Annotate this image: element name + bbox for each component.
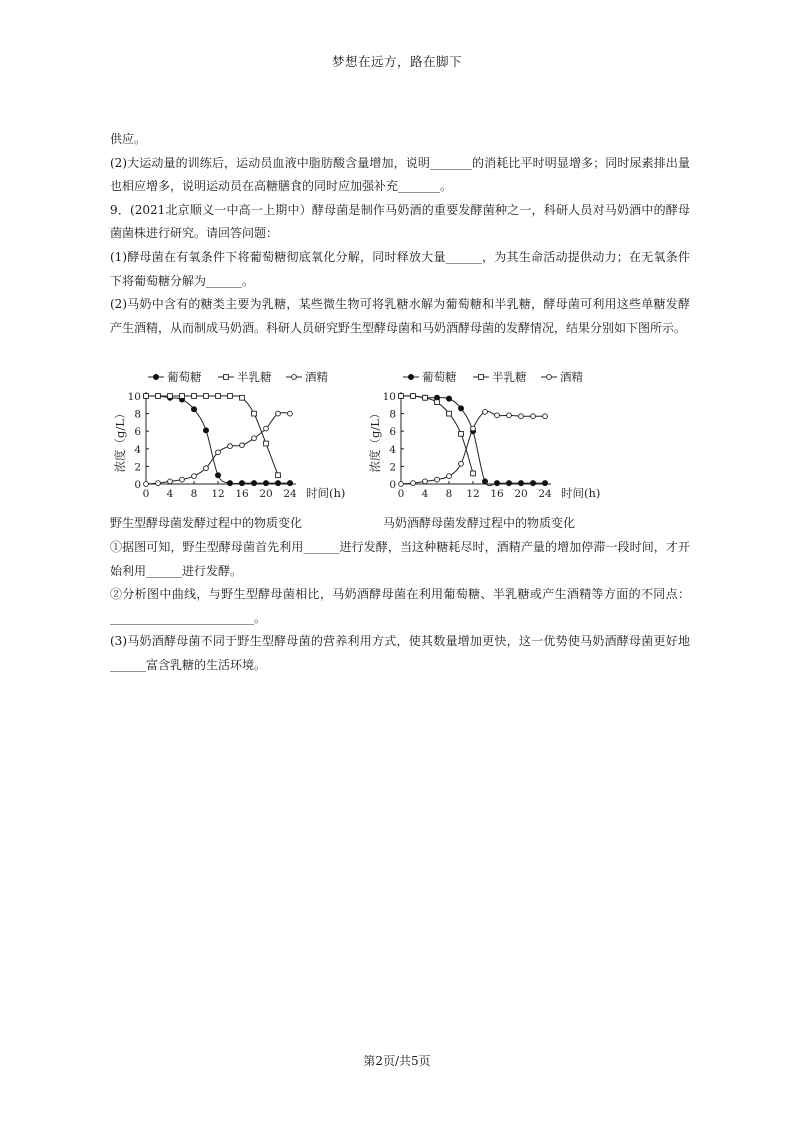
paragraph-q9-2: (2)马奶中含有的糖类主要为乳糖，某些微生物可将乳糖水解为葡萄糖和半乳糖，酵母菌可利用这些单糖发酵产生酒精，从而制成马奶酒。科研人员研究野生型酵母菌和马奶酒酵母菌的发酵情况，结果分别如下图所示。 <box>110 297 690 335</box>
x-tick-label-3: 12 <box>466 488 480 500</box>
y-tick-label-5: 10 <box>382 391 396 403</box>
series-1-point-2 <box>423 395 428 400</box>
paragraph-q9-1: (1)酵母菌在有氧条件下将葡萄糖彻底氧化分解，同时释放大量______，为其生命活动提供动力；在无氧条件下将葡萄糖分解为______。 <box>110 249 690 288</box>
series-0-point-10 <box>263 481 268 486</box>
legend-label-2: 酒精 <box>305 370 328 384</box>
series-2-point-1 <box>411 481 416 486</box>
series-1-point-0 <box>144 394 149 399</box>
series-1-point-8 <box>240 395 245 400</box>
series-2-point-2 <box>423 479 428 484</box>
series-0-point-5 <box>458 406 463 411</box>
series-1-point-4 <box>447 411 452 416</box>
series-2-point-4 <box>447 474 452 479</box>
x-tick-label-3: 12 <box>211 488 225 500</box>
series-0-point-5 <box>203 428 208 433</box>
series-2-point-12 <box>288 411 293 416</box>
y-axis-label: 浓度（g/L） <box>113 407 127 473</box>
series-0-point-4 <box>446 396 451 401</box>
series-0-point-11 <box>275 481 280 486</box>
legend-marker-1 <box>479 375 484 380</box>
y-tick-label-2: 4 <box>134 443 141 456</box>
legend-label-0: 葡萄糖 <box>422 370 457 384</box>
series-0-point-9 <box>251 481 256 486</box>
legend-marker-2 <box>547 375 552 380</box>
chart-koumiss-yeast-svg <box>365 364 605 514</box>
series-2-point-8 <box>240 443 245 448</box>
legend-marker-0 <box>408 374 413 379</box>
series-0-point-8 <box>494 481 499 486</box>
series-1-point-5 <box>204 394 209 399</box>
paragraph-q9-3: (3)马奶酒酵母菌不同于野生型酵母菌的营养利用方式，使其数量增加更快，这一优势使马奶酒酵母菌更好地______富含乳糖的生活环境。 <box>110 634 690 672</box>
series-0-point-7 <box>482 479 487 484</box>
chart-wild-yeast-caption: 野生型酵母菌发酵过程中的物质变化 <box>110 516 303 530</box>
series-1-point-7 <box>228 394 233 399</box>
series-2-point-3 <box>180 477 185 482</box>
series-1-point-6 <box>216 394 221 399</box>
x-tick-label-4: 16 <box>490 488 504 500</box>
series-1-point-4 <box>192 394 197 399</box>
series-1-point-1 <box>156 394 161 399</box>
series-1-point-6 <box>471 471 476 476</box>
y-tick-label-4: 8 <box>389 408 396 421</box>
series-1-point-3 <box>180 394 185 399</box>
chart-wild-yeast-svg <box>110 364 350 514</box>
series-2-point-11 <box>531 414 536 419</box>
legend-label-0: 葡萄糖 <box>167 370 202 384</box>
series-0-point-11 <box>530 481 535 486</box>
series-2-point-7 <box>483 409 488 414</box>
series-2-point-4 <box>192 474 197 479</box>
x-tick-label-0: 0 <box>142 488 150 500</box>
x-axis-label: 时间(h) <box>306 486 346 500</box>
series-2-point-5 <box>204 466 209 471</box>
series-0-point-12 <box>287 481 292 486</box>
y-tick-label-1: 2 <box>389 461 396 474</box>
x-tick-label-1: 4 <box>421 488 429 500</box>
x-tick-label-1: 4 <box>166 488 174 500</box>
y-tick-label-4: 8 <box>134 408 141 421</box>
x-tick-label-4: 16 <box>235 488 249 500</box>
series-0-point-8 <box>239 481 244 486</box>
series-0-point-4 <box>191 407 196 412</box>
y-tick-label-0: 0 <box>389 479 396 491</box>
legend-label-1: 半乳糖 <box>237 370 272 384</box>
y-axis-label: 浓度（g/L） <box>368 407 382 473</box>
y-tick-label-0: 0 <box>134 479 141 491</box>
series-2-point-9 <box>252 436 257 441</box>
x-tick-label-0: 0 <box>397 488 405 500</box>
series-1-point-11 <box>276 473 281 478</box>
figure-row <box>110 364 710 534</box>
x-tick-label-6: 24 <box>283 488 297 500</box>
series-2-point-1 <box>156 481 161 486</box>
series-1-point-10 <box>264 441 269 446</box>
legend-label-1: 半乳糖 <box>492 370 527 384</box>
series-2-point-12 <box>543 414 548 419</box>
question-text-bottom <box>110 536 690 678</box>
x-tick-label-2: 8 <box>190 488 198 500</box>
y-tick-label-5: 10 <box>127 391 141 403</box>
y-tick-label-3: 6 <box>389 426 396 439</box>
chart-wild-yeast <box>110 364 350 518</box>
series-1-point-5 <box>459 431 464 436</box>
y-tick-label-3: 6 <box>134 426 141 439</box>
series-2-point-2 <box>168 479 173 484</box>
paragraph-supply: 供应。 <box>110 132 147 146</box>
chart-koumiss-yeast-caption: 马奶酒酵母菌发酵过程中的物质变化 <box>383 516 576 530</box>
series-line-0 <box>146 396 290 484</box>
series-1-point-0 <box>399 394 404 399</box>
y-tick-label-1: 2 <box>134 461 141 474</box>
series-0-point-9 <box>506 481 511 486</box>
paragraph-q2-exercise: (2)大运动量的训练后，运动员血液中脂肪酸含量增加，说明_______的消耗比平时明显增多；同时尿素排出量也相应增多，说明运动员在高糖膳食的同时应加强补充_______。 <box>110 155 690 194</box>
x-axis-label: 时间(h) <box>561 486 601 500</box>
x-tick-label-5: 20 <box>514 488 528 500</box>
series-0-point-7 <box>227 481 232 486</box>
x-tick-label-5: 20 <box>259 488 273 500</box>
paragraph-q9-intro: 9．(2021北京顺义一中高一上期中）酵母菌是制作马奶酒的重要发酵菌种之一，科研人员对马奶酒中的酵母菌菌株进行研究。请回答问题： <box>110 202 690 241</box>
series-2-point-11 <box>276 411 281 416</box>
series-1-point-3 <box>435 400 440 405</box>
chart-koumiss-yeast <box>365 364 605 518</box>
series-2-point-6 <box>216 450 221 455</box>
series-2-point-8 <box>495 413 500 418</box>
series-2-point-7 <box>228 444 233 449</box>
series-0-point-6 <box>215 473 220 478</box>
series-2-point-9 <box>507 413 512 418</box>
x-tick-label-2: 8 <box>445 488 453 500</box>
series-0-point-10 <box>518 481 523 486</box>
series-1-point-2 <box>168 394 173 399</box>
series-2-point-0 <box>399 482 404 487</box>
x-tick-label-6: 24 <box>538 488 552 500</box>
legend-marker-1 <box>224 375 229 380</box>
series-2-point-6 <box>471 426 476 431</box>
question-text-top <box>110 128 690 340</box>
legend-label-2: 酒精 <box>560 370 583 384</box>
series-2-point-10 <box>264 426 269 431</box>
legend-marker-2 <box>292 375 297 380</box>
page-footer: 第2页/共5页 <box>363 1054 431 1068</box>
series-0-point-12 <box>542 481 547 486</box>
series-2-point-3 <box>435 477 440 482</box>
series-2-point-10 <box>519 414 524 419</box>
paragraph-q9-2-1: ①据图可知，野生型酵母菌首先利用______进行发酵，当这种糖耗尽时，酒精产量的增加停滞一段时间，才开始利用______进行发酵。 <box>110 540 690 578</box>
paragraph-q9-2-2: ②分析图中曲线，与野生型酵母菌相比，马奶酒酵母菌在利用葡萄糖、半乳糖或产生酒精等方面的不同点：________________________。 <box>110 587 690 625</box>
y-tick-label-2: 4 <box>389 443 396 456</box>
series-2-point-5 <box>459 461 464 466</box>
page-header: 梦想在远方，路在脚下 <box>331 54 462 69</box>
series-1-point-1 <box>411 394 416 399</box>
legend-marker-0 <box>153 374 158 379</box>
series-2-point-0 <box>144 482 149 487</box>
series-1-point-9 <box>252 411 257 416</box>
